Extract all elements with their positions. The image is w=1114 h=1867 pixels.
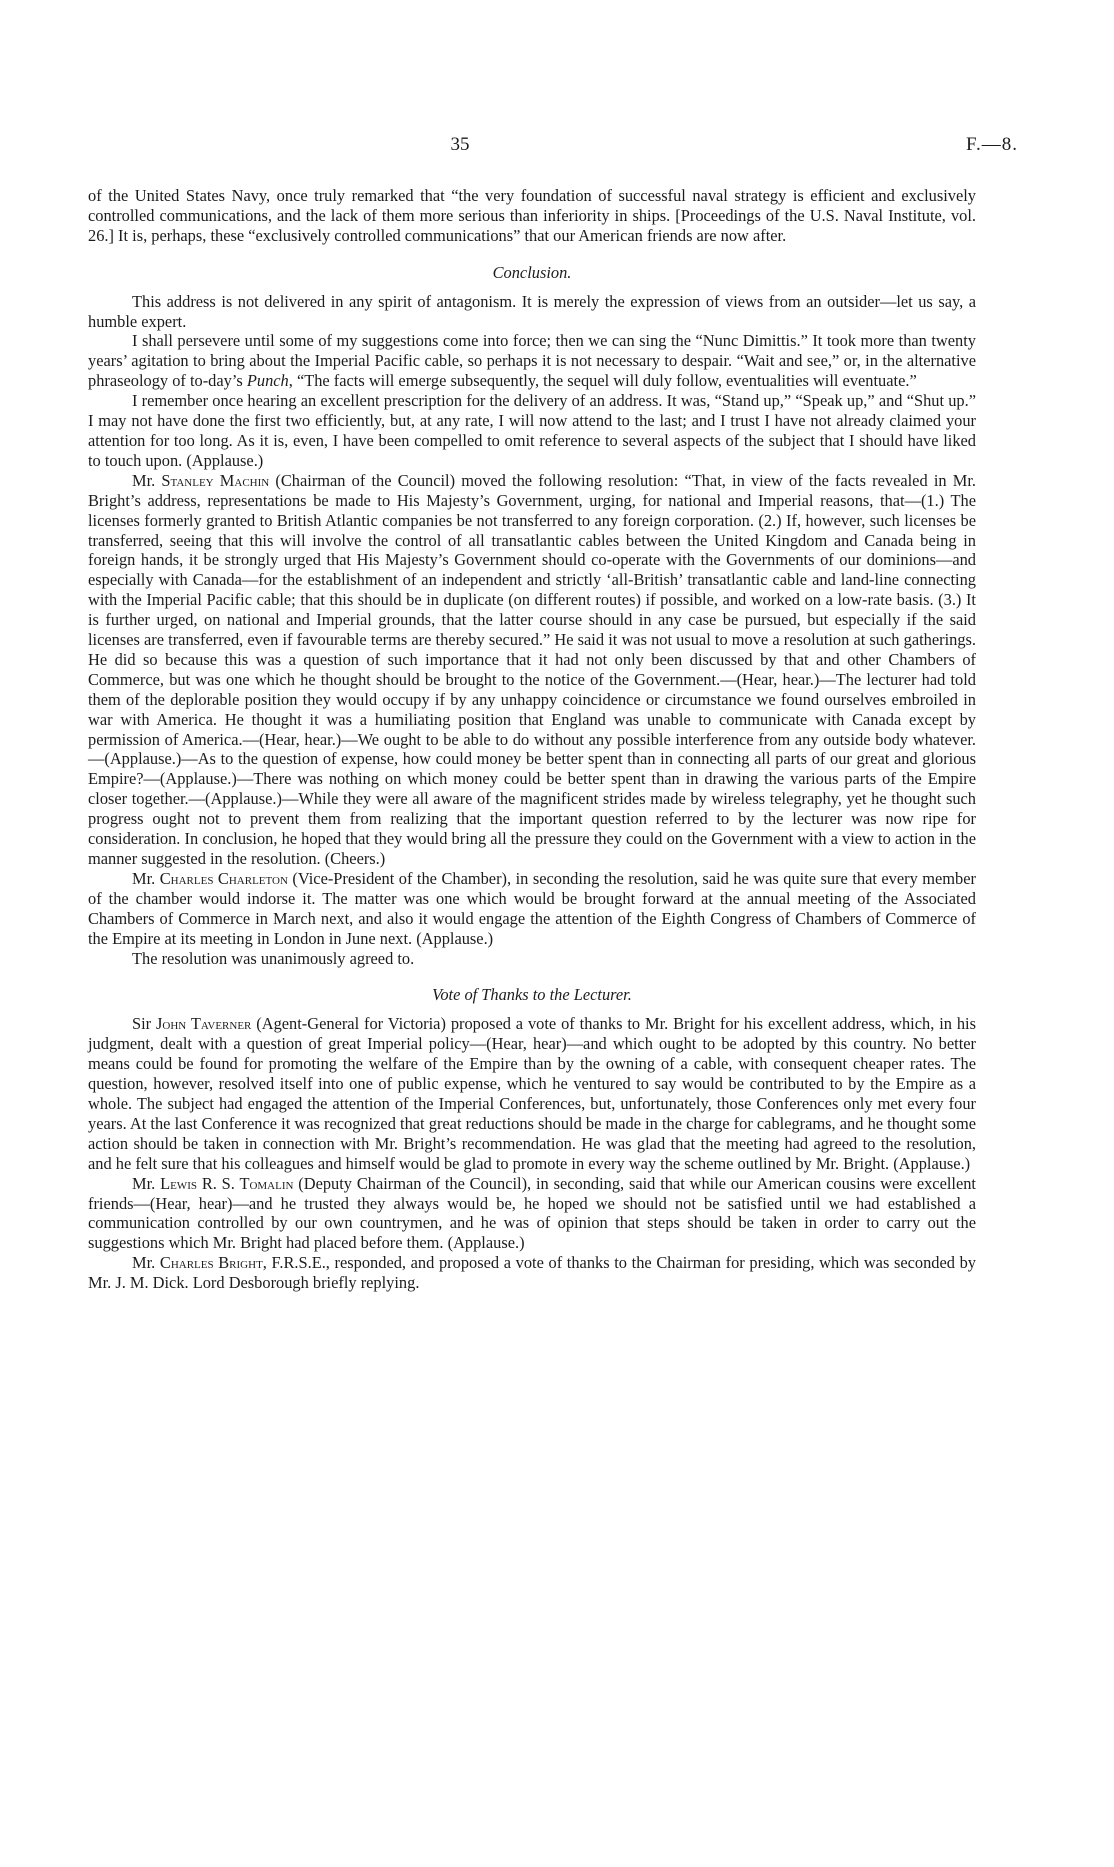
text-run: Mr. bbox=[132, 1253, 160, 1273]
text-run: Mr. bbox=[132, 868, 160, 888]
tomalin-paragraph bbox=[88, 1174, 976, 1254]
text-run: Sir bbox=[132, 1014, 157, 1034]
text-run: (Deputy Chairman of the Council), in seconding, said that while our American cousins were excellent friends—(Hear, hear)—and he trusted they always would be, he hoped we should not be satisfied until we had established a communication controlled by our own countrymen, and he was of opinion that steps should be taken in order to carry out the suggestions which Mr. Bright had placed before them. (Applause.) bbox=[88, 1173, 976, 1253]
conclusion-paragraph-1: This address is not delivered in any spirit of antagonism. It is merely the expression of views from an outsider—let us say, a humble expert. bbox=[88, 291, 976, 331]
speaker-name: John Taverner bbox=[156, 1014, 252, 1034]
section-heading-vote-of-thanks: Vote of Thanks to the Lecturer. bbox=[432, 985, 632, 1005]
resolution-agreed-paragraph: The resolution was unanimously agreed to. bbox=[132, 948, 415, 968]
italic-publication-title: Punch bbox=[246, 371, 289, 391]
document-reference: F.—8. bbox=[965, 134, 1018, 155]
charleton-seconding-paragraph bbox=[88, 869, 976, 949]
conclusion-paragraph-3: I remember once hearing an excellent prescription for the delivery of an address. It was, “Stand up,” “Speak up,” and “Shut up.” I may not have done the first two efficiently, but, at any rate, I will now attend to the last; and I trust I have not already claimed your attention for too long. As it is, even, I have been compelled to omit reference to several aspects of the subject that I should have liked to touch upon. (Applause.) bbox=[88, 391, 976, 470]
speaker-name: Lewis R. S. Tomalin bbox=[160, 1173, 294, 1193]
taverner-paragraph bbox=[88, 1014, 976, 1173]
page-number: 35 bbox=[450, 134, 470, 155]
speaker-name: Stanley Machin bbox=[161, 470, 270, 490]
speaker-name: Charles Charleton bbox=[159, 868, 288, 888]
text-run: Desborough briefly replying. bbox=[228, 1273, 420, 1293]
page-header bbox=[0, 134, 1114, 164]
opening-paragraph: of the United States Navy, once truly remarked that “the very foundation of successful naval strategy is efficient and exclusively controlled communications, and the lack of them more serious than inferiority in ships. [Proceedings of the U.S. Naval Institute, vol. 26.] It is, perhaps, these “exclusively controlled communications” that our American friends are now after. bbox=[88, 186, 976, 245]
bright-response-paragraph bbox=[88, 1253, 976, 1293]
page-body bbox=[88, 186, 976, 1293]
speaker-name: Charles Bright bbox=[159, 1253, 263, 1273]
text-run: , F.R.S.E., responded, and proposed a vote of thanks to the Chairman for presiding, which was seconded by Mr. J. M. Dick. Lord bbox=[88, 1253, 976, 1293]
text-run: , “The facts will emerge subsequently, the sequel will duly follow, eventualities will eventuate.” bbox=[288, 371, 917, 391]
text-run: Mr. bbox=[132, 1173, 161, 1193]
text-run: (Vice-President of the Chamber), in seconding the resolution, said he was quite sure that every member of the chamber would indorse it. The matter was one which would be brought forward at the annual meeting of the Associated Chambers of Commerce in March next, and also it would engage the attention of the Eighth Congress of Chambers of Commerce of the Empire at its meeting in London in June next. (Applause.) bbox=[88, 868, 976, 948]
section-heading-conclusion: Conclusion. bbox=[492, 262, 572, 282]
text-run: I shall persevere until some of my suggestions come into force; then we can sing the “Nunc Dimittis.” It took more than twenty years’ agitation to bring about the Imperial Pacific cable, so perhaps it is not necessary to despair. “Wait and see,” or, in the alternative phraseology of to-day’s bbox=[88, 331, 976, 391]
conclusion-paragraph-2 bbox=[88, 331, 976, 391]
text-run: (Chairman of the Council) moved the following resolution: “That, in view of the facts revealed in Mr. Bright’s address, representations be made to His Majesty’s Government, urging, for national and Imperial reasons, that—(1.) The licenses formerly granted to British Atlantic companies be not transferred to any foreign corporation. (2.) If, however, such licenses be transferred, seeing that this will involve the control of all transatlantic cables between the United Kingdom and Canada being in foreign hands, it be strongly urged that His Majesty’s Government should co-operate with the Governments of our dominions—and especially with Canada—for the establishment of an independent and strictly ‘all-British’ transatlantic cable and land-line connecting with the Imperial Pacific cable; that this should be in duplicate (on different routes) if possible, and worked on a low-rate basis. (3.) It is further urged, on national and Imperial grounds, that the latter course should in any case be pursued, but especially if the said licenses are transferred, even if favourable terms are thereby secured.” He said it was not usual to move a resolution at such gatherings. He did so because this was a question of such importance that it had not only been discussed by that and other Chambers of Commerce, but was one which he thought should be brought to the notice of the Government.—(Hear, hear.)—The lecturer had told them of the deplorable position they would occupy if by any unhappy coincidence or circumstance we found ourselves embroiled in war with America. He thought it was a humiliating position that England was unable to communicate with Canada except by permission of America.—(Hear, hear.)—We ought to be able to do without any possible interference from any outside body whatever.—(Applause.)—As to the question of expense, how could money be better spent than in connecting all parts of our great and glorious Empire?—(Applause.)—There was nothing on which money could be better spent than in drawing the various parts of the Empire closer together.—(Applause.)—While they were all aware of the magnificent strides made by wireless telegraphy, yet he thought such progress ought not to prevent them from realizing that the important question referred to by the lecturer was now ripe for consideration. In conclusion, he hoped that they would bring all the pressure they could on the Government with a view to action in the manner suggested in the resolution. (Cheers.) bbox=[88, 470, 976, 868]
machin-resolution-paragraph bbox=[88, 471, 976, 869]
text-run: Mr. bbox=[132, 470, 162, 490]
text-run: (Agent-General for Victoria) proposed a vote of thanks to Mr. Bright for his excellent address, which, in his judgment, dealt with a question of great Imperial policy—(Hear, hear)—and which ought to be adopted by this country. No better means could be found for promoting the welfare of the Empire than by the owning of a cable, with consequent cheaper rates. The question, however, resolved itself into one of public expense, which he ventured to say would be contributed to by the Empire as a whole. The subject had engaged the attention of the Imperial Conferences, but, unfortunately, those Conferences only met every four years. At the last Conference it was recognized that great reductions should be made in the charge for cablegrams, and he thought some action should be taken in connection with Mr. Bright’s recommendation. He was glad that the meeting had agreed to the resolution, and he felt sure that his colleagues and himself would be glad to promote in every way the scheme outlined by Mr. Bright. (Applause.) bbox=[88, 1014, 976, 1173]
